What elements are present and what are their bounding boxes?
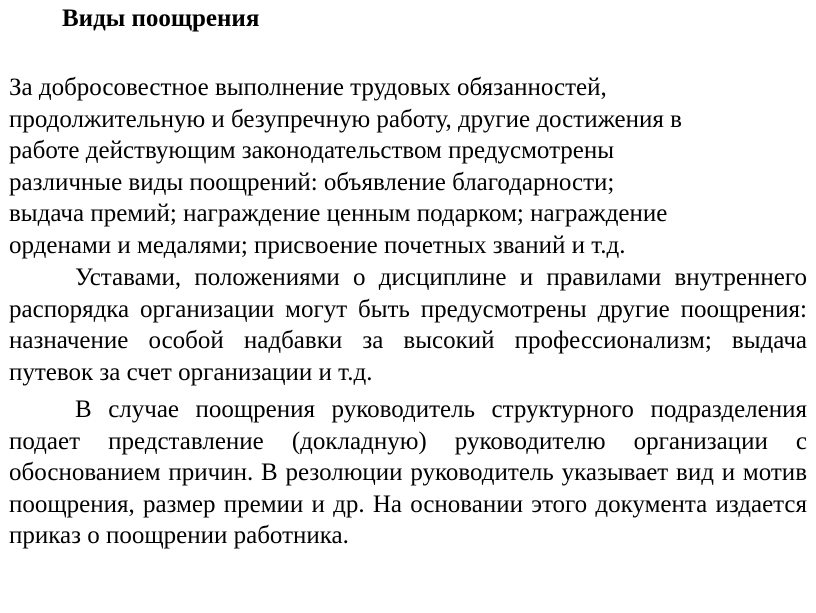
page-title: Виды поощрения: [62, 5, 260, 32]
paragraph-line: продолжительную и безупречную работу, другие достижения в: [9, 105, 682, 133]
paragraph-line: За добросовестное выполнение трудовых обязанностей,: [9, 74, 607, 101]
paragraph-line: выдача премий; награждение ценным подарком; награждение: [9, 200, 668, 228]
paragraph-line: различные виды поощрений: объявление благодарности;: [9, 168, 615, 196]
paragraph-procedure: В случае поощрения руководитель структурного подразделения подает представление (докладную) руководителю организации с обоснованием причин. В резолюции руководитель указывает вид и мотив поощрения, размер премии и др. На основании этого документа издается приказ о поощрении работника.: [9, 396, 807, 550]
paragraph-charters: Уставами, положениями о дисциплине и правилами внутреннего распорядка организации могут быть предусмотрены другие поощрения: назначение особой надбавки за высокий профессионализм; выдача путевок за счет организации и т.д.: [9, 264, 807, 386]
paragraph-line: работе действующим законодательством предусмотрены: [9, 137, 615, 165]
paragraph-line: орденами и медалями; присвоение почетных званий и т.д.: [9, 231, 626, 259]
paragraph-rewards-list: [9, 72, 807, 262]
